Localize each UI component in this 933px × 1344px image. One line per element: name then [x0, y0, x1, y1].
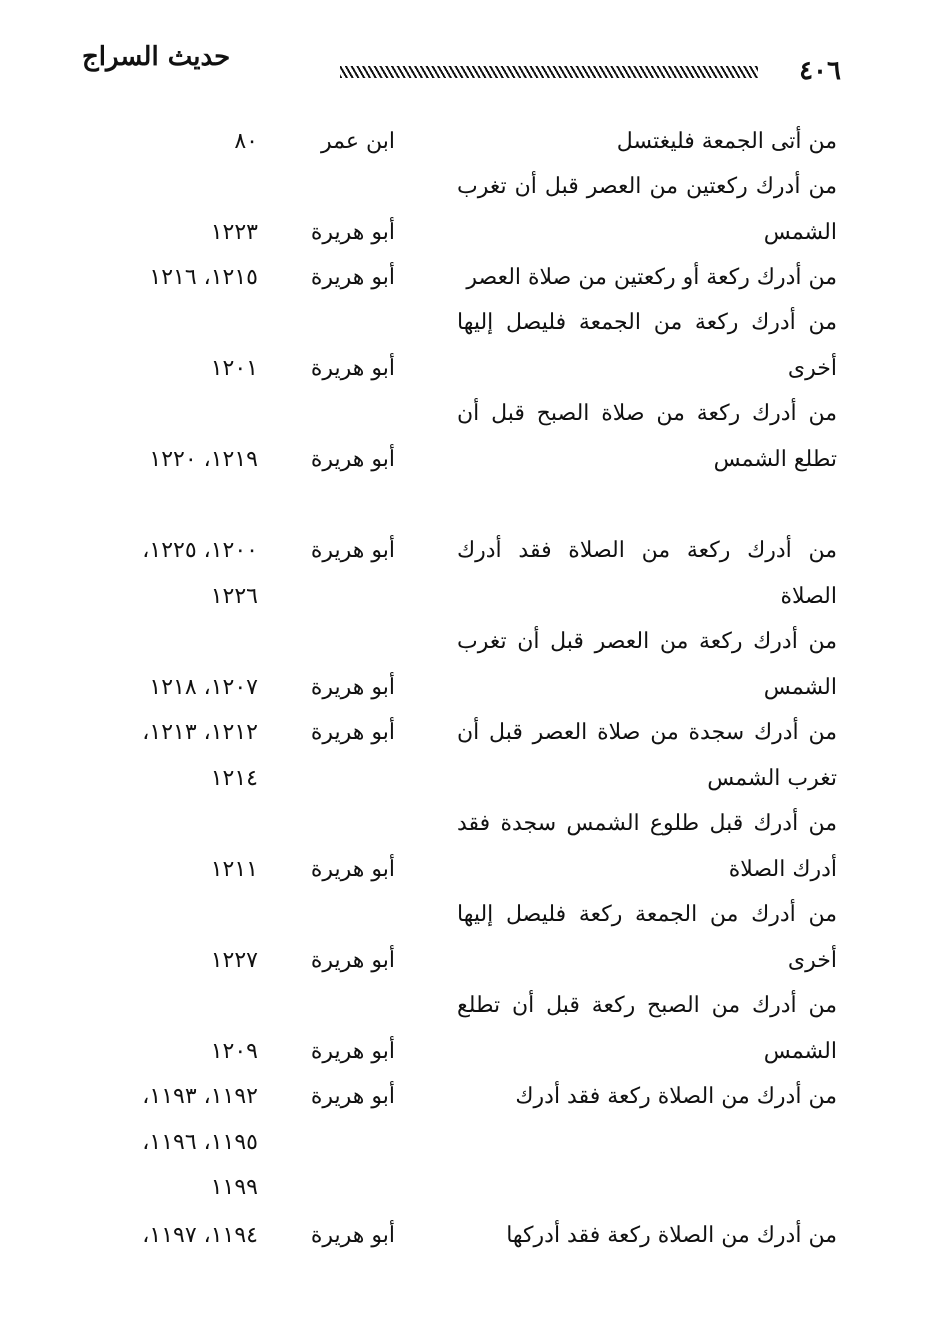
hadith-numbers: ١٢١٥، ١٢١٦ — [149, 265, 258, 290]
hadith-numbers: ١٢٢٣ — [210, 220, 258, 245]
hadith-numbers: ١١٩٢، ١١٩٣، ١١٩٥، ١١٩٦، ١١٩٩ — [142, 1084, 258, 1200]
hadith-numbers: ١٢١١ — [210, 857, 258, 882]
hadith-numbers: ١١٩٤، ١١٩٧، — [142, 1223, 258, 1248]
hadith-text: من أدرك ركعتين من العصر قبل أن تغرب الشمس — [457, 174, 837, 245]
narrator: أبو هريرة — [310, 1223, 395, 1248]
hadith-text: من أدرك ركعة أو ركعتين من صلاة العصر — [466, 265, 837, 290]
page-number: ٤٠٦ — [799, 56, 841, 86]
narrator: أبو هريرة — [310, 1039, 395, 1064]
narrator: أبو هريرة — [310, 447, 395, 472]
hadith-text: من أدرك ركعة من صلاة الصبح قبل أن تطلع الشمس — [457, 401, 837, 472]
narrator: ابن عمر — [321, 129, 395, 154]
hadith-text: من أتى الجمعة فليغتسل — [616, 129, 837, 154]
narrator: أبو هريرة — [310, 948, 395, 973]
hadith-text: من أدرك من الصبح ركعة قبل أن تطلع الشمس — [457, 993, 837, 1064]
hadith-text: من أدرك من الصلاة ركعة فقد أدرك — [515, 1084, 837, 1109]
narrator: أبو هريرة — [310, 265, 395, 290]
hadith-text: من أدرك ركعة من الجمعة فليصل إليها أخرى — [457, 310, 837, 381]
narrator: أبو هريرة — [310, 1084, 395, 1109]
hadith-text: من أدرك ركعة من العصر قبل أن تغرب الشمس — [457, 629, 837, 700]
hadith-numbers: ١٢١٢، ١٢١٣، ١٢١٤ — [142, 720, 258, 791]
narrator: أبو هريرة — [310, 675, 395, 700]
hadith-text: من أدرك قبل طلوع الشمس سجدة فقد أدرك الصلاة — [457, 811, 837, 882]
book-title: حديث السراج — [82, 42, 231, 72]
hadith-text: من أدرك ركعة من الصلاة فقد أدرك الصلاة — [457, 538, 837, 609]
narrator: أبو هريرة — [310, 720, 395, 745]
narrator: أبو هريرة — [310, 857, 395, 882]
hadith-text: من أدرك سجدة من صلاة العصر قبل أن تغرب الشمس — [457, 720, 837, 791]
narrator: أبو هريرة — [310, 538, 395, 563]
hadith-text: من أدرك من الصلاة ركعة فقد أدركها — [506, 1223, 837, 1248]
hadith-numbers: ١٢٠٩ — [210, 1039, 258, 1064]
hadith-numbers: ٨٠ — [234, 129, 258, 154]
narrator: أبو هريرة — [310, 356, 395, 381]
hadith-numbers: ١٢٠٠، ١٢٢٥، ١٢٢٦ — [142, 538, 258, 609]
hadith-numbers: ١٢٠٧، ١٢١٨ — [149, 675, 258, 700]
narrator: أبو هريرة — [310, 220, 395, 245]
hadith-numbers: ١٢١٩، ١٢٢٠ — [149, 447, 258, 472]
hadith-text: من أدرك من الجمعة ركعة فليصل إليها أخرى — [457, 902, 837, 973]
hadith-numbers: ١٢٠١ — [210, 356, 258, 381]
hadith-numbers: ١٢٢٧ — [210, 948, 258, 973]
